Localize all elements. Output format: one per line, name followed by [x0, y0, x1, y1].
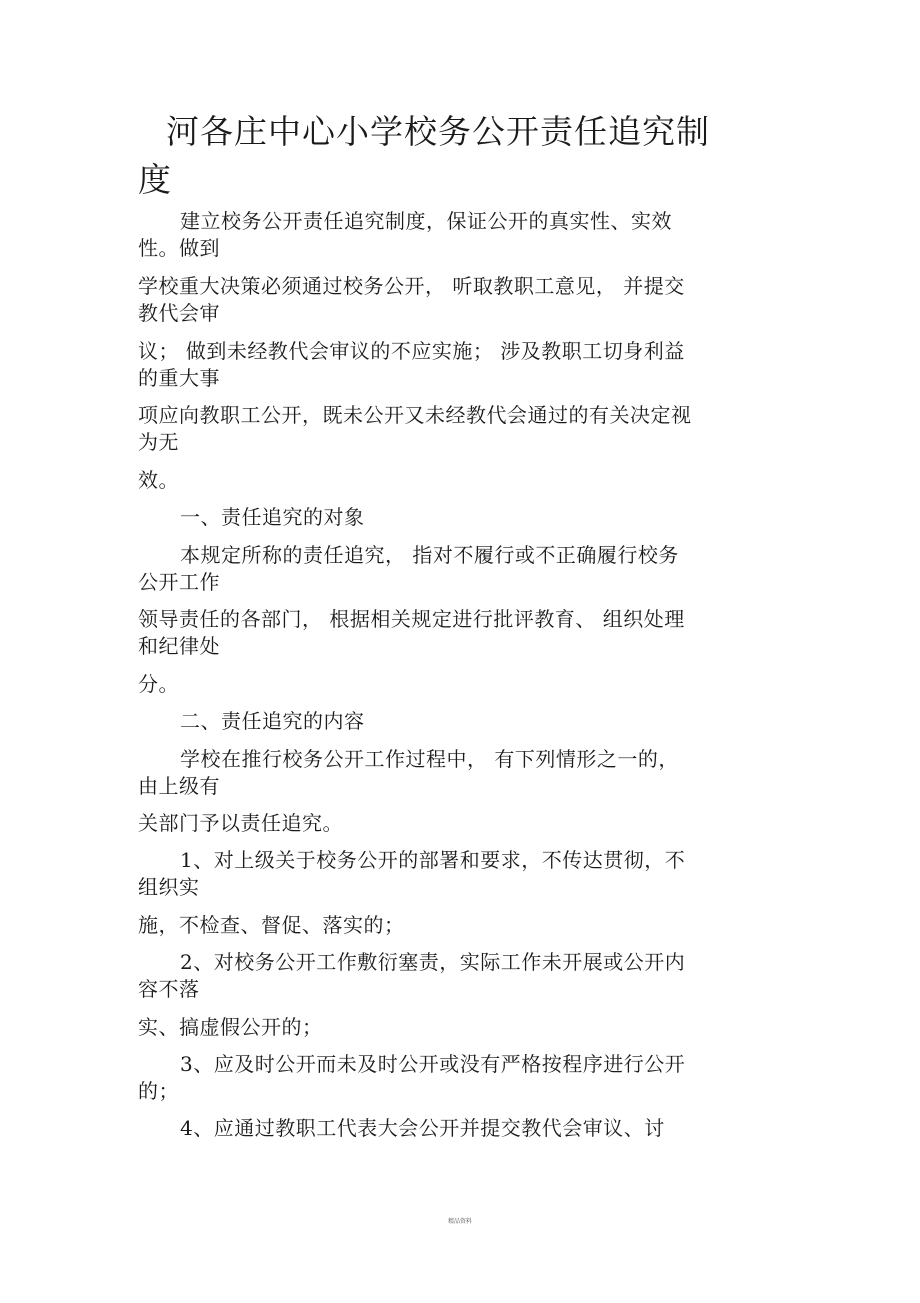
list-item-line: 1、对上级关于校务公开的部署和要求，不传达贯彻，不 — [180, 848, 686, 872]
section-heading: 一、责任追究的对象 — [180, 505, 365, 529]
paragraph-line: 学校重大决策必须通过校务公开， 听取教职工意见， 并提交 — [138, 274, 685, 298]
paragraph-line: 教代会审 — [138, 301, 220, 325]
paragraph-line: 和纪律处 — [138, 634, 220, 658]
paragraph-line: 建立校务公开责任追究制度，保证公开的真实性、实效 — [180, 209, 672, 233]
list-item-line: 组织实 — [138, 875, 200, 899]
paragraph-line: 由上级有 — [138, 774, 220, 798]
paragraph-line: 分。 — [138, 672, 179, 696]
paragraph-line: 学校在推行校务公开工作过程中， 有下列情形之一的， — [180, 747, 679, 771]
list-item-line: 4、应通过教职工代表大会公开并提交教代会审议、讨 — [180, 1116, 665, 1140]
paragraph-line: 为无 — [138, 430, 179, 454]
paragraph-line: 领导责任的各部门， 根据相关规定进行批评教育、 组织处理 — [138, 607, 685, 631]
list-item-line: 3、应及时公开而未及时公开或没有严格按程序进行公开 — [180, 1052, 686, 1076]
list-item-line: 容不落 — [138, 977, 200, 1001]
section-heading: 二、责任追究的内容 — [180, 709, 365, 733]
paragraph-line: 效。 — [138, 468, 179, 492]
list-item-line: 2、对校务公开工作敷衍塞责，实际工作未开展或公开内 — [180, 950, 686, 974]
paragraph-line: 的重大事 — [138, 366, 220, 390]
paragraph-line: 项应向教职工公开，既未公开又未经教代会通过的有关决定视 — [138, 403, 692, 427]
paragraph-line: 性。做到 — [138, 236, 220, 260]
list-item-line: 施，不检查、督促、落实的； — [138, 913, 405, 937]
document-title: 河各庄中心小学校务公开责任追究制度 — [138, 112, 710, 199]
paragraph-line: 公开工作 — [138, 570, 220, 594]
page-footer: 精品资料 — [447, 1218, 472, 1225]
list-item-line: 的； — [138, 1079, 179, 1103]
paragraph-line: 关部门予以责任追究。 — [138, 811, 343, 835]
paragraph-line: 本规定所称的责任追究， 指对不履行或不正确履行校务 — [180, 543, 679, 567]
paragraph-line: 议； 做到未经教代会审议的不应实施； 涉及教职工切身利益 — [138, 339, 685, 363]
list-item-line: 实、搞虚假公开的； — [138, 1015, 323, 1039]
